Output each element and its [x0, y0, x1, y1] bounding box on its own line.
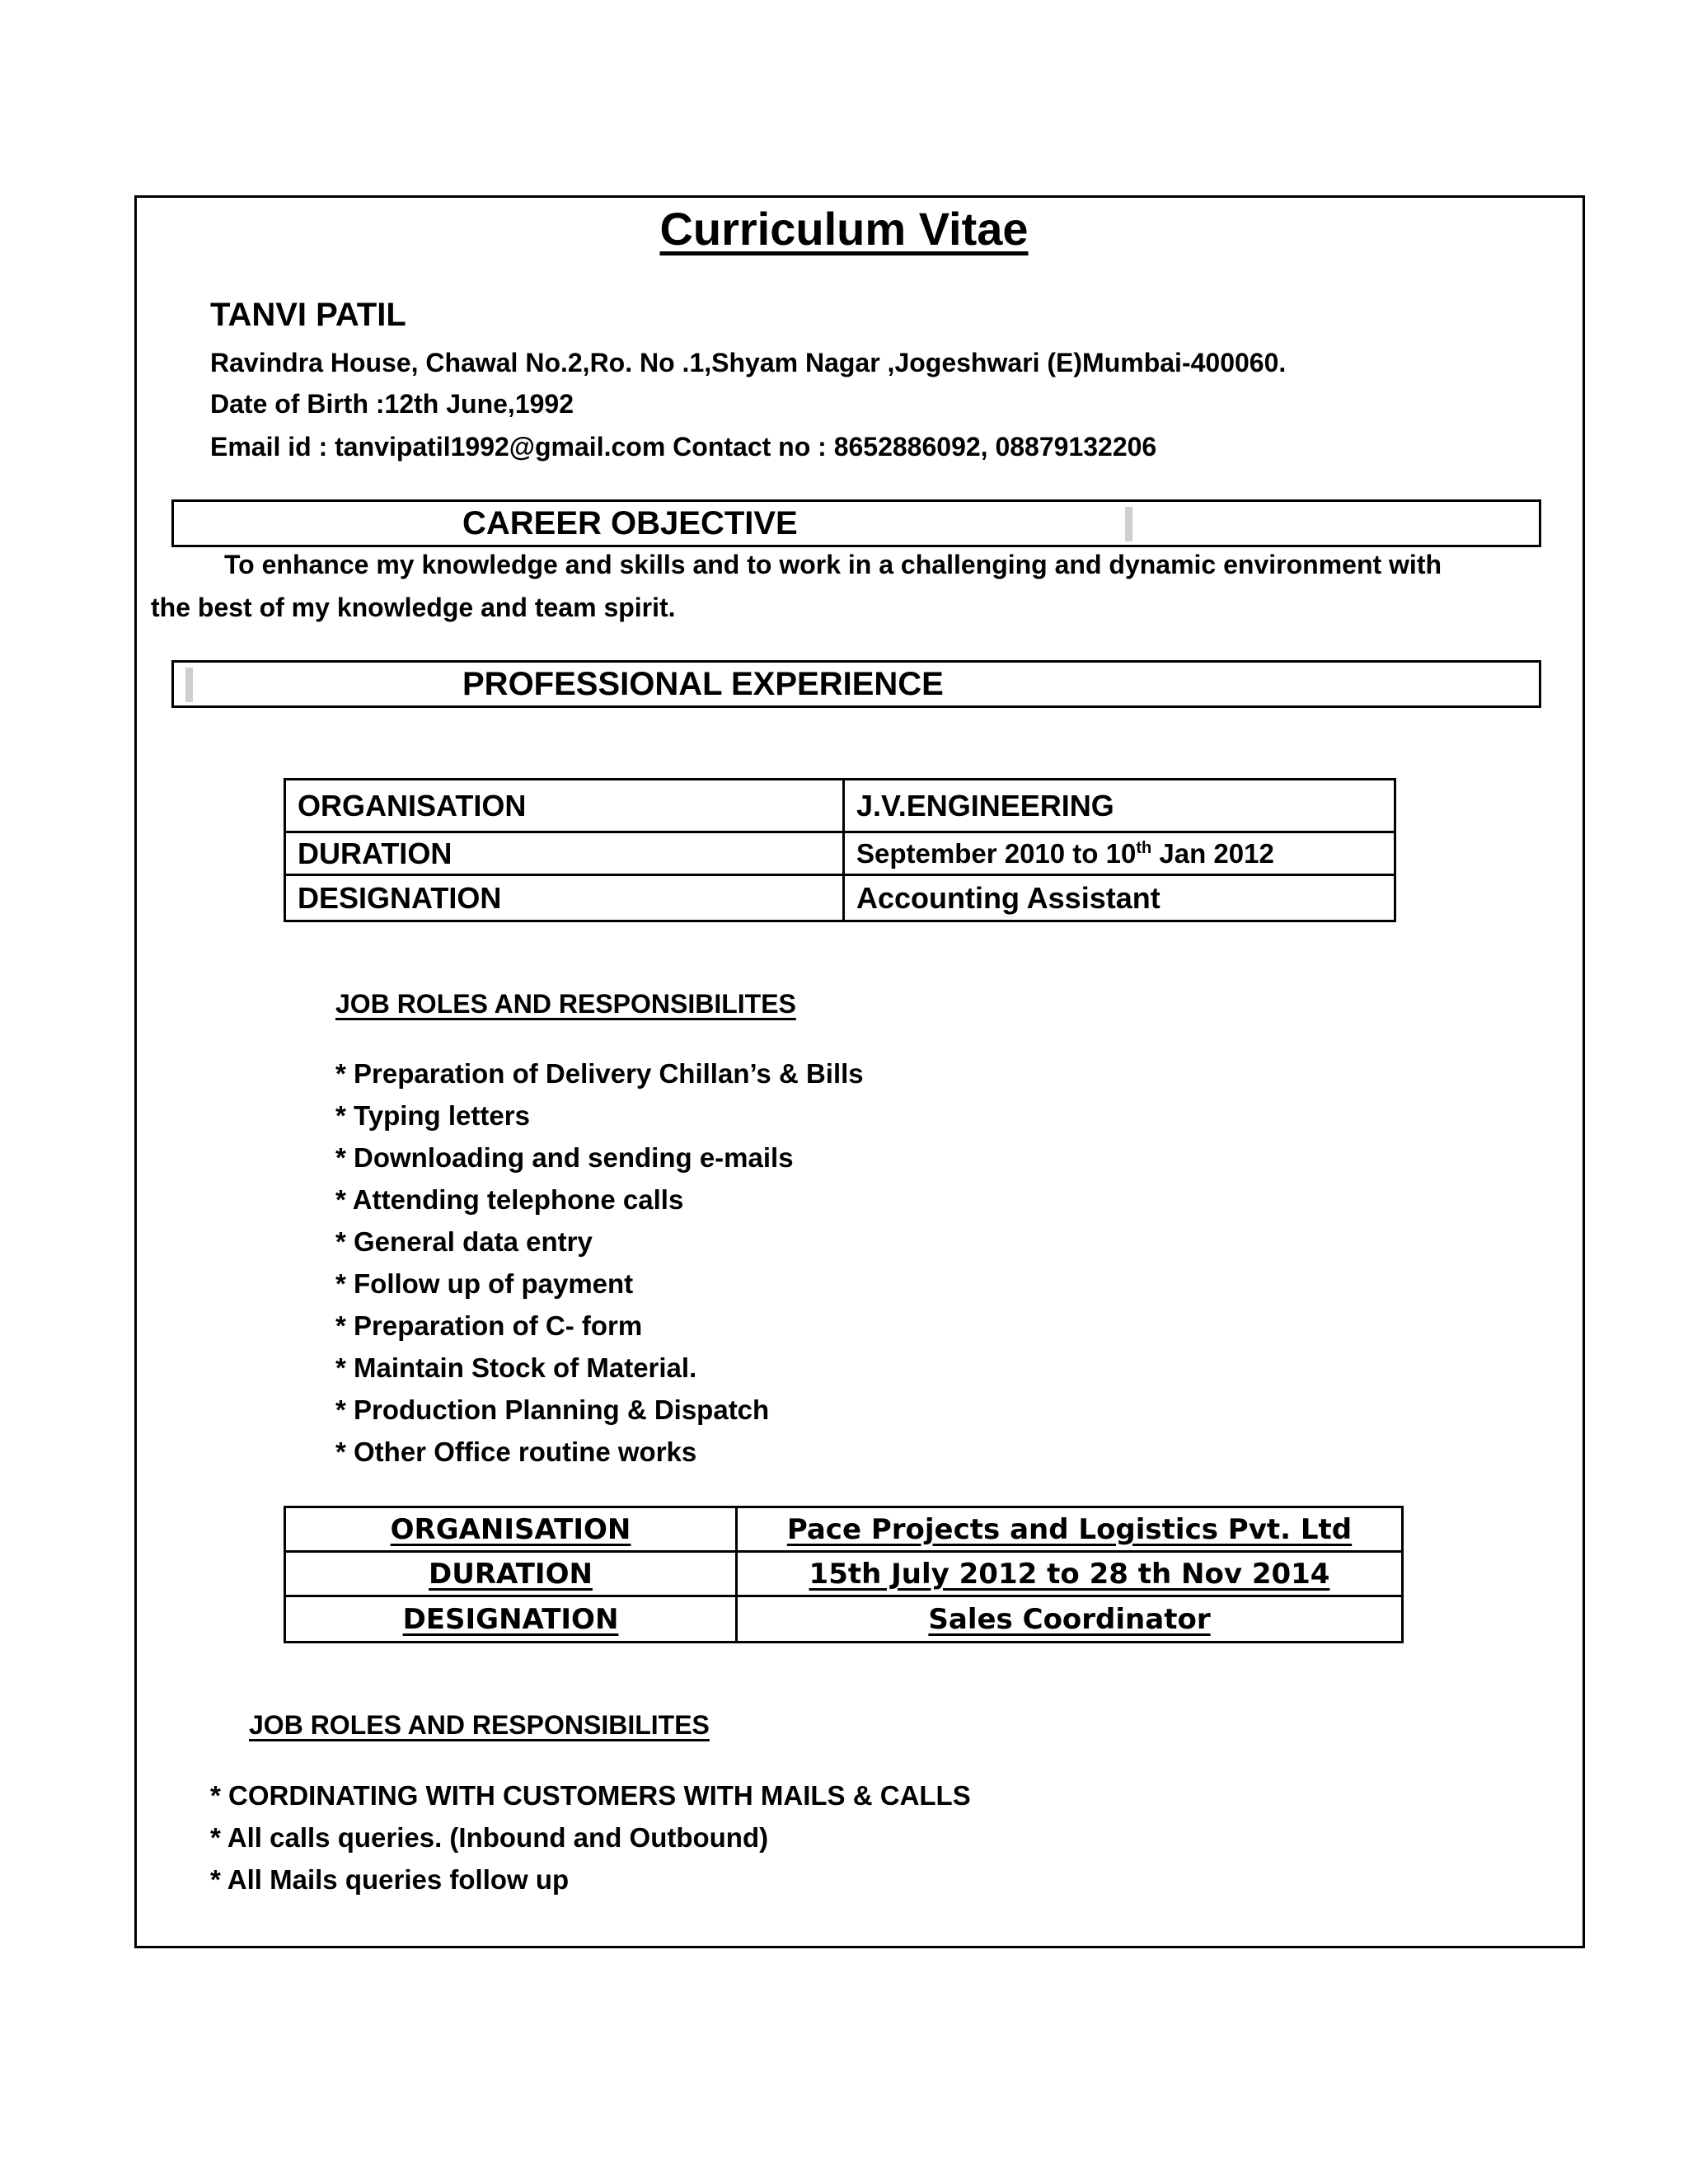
- organisation-label: ORGANISATION: [285, 780, 844, 832]
- header-marker: [185, 668, 193, 702]
- header-marker: [1125, 507, 1132, 541]
- duration-label: DURATION: [285, 832, 844, 875]
- list-item: * Maintain Stock of Material.: [335, 1352, 697, 1383]
- list-item: * Typing letters: [335, 1100, 530, 1131]
- document-title: Curriculum Vitae: [659, 203, 1029, 255]
- organisation-value: J.V.ENGINEERING: [844, 780, 1395, 832]
- table-row: [285, 1507, 1403, 1552]
- list-item: * General data entry: [335, 1226, 593, 1257]
- list-item: * CORDINATING WITH CUSTOMERS WITH MAILS & CALLS: [210, 1780, 971, 1811]
- designation-value: Sales Coordinator: [737, 1596, 1403, 1643]
- list-item: * Follow up of payment: [335, 1268, 634, 1299]
- table-row: [285, 1596, 1403, 1643]
- address: Ravindra House, Chawal No.2,Ro. No .1,Shyam Nagar ,Jogeshwari (E)Mumbai-400060.: [210, 348, 1287, 377]
- professional-experience-header: [171, 660, 1541, 708]
- designation-value: Accounting Assistant: [844, 875, 1395, 921]
- duration-value: 15th July 2012 to 28 th Nov 2014: [737, 1552, 1403, 1596]
- career-objective-header: [171, 499, 1541, 547]
- candidate-name: TANVI PATIL: [210, 297, 406, 333]
- list-item: * Production Planning & Dispatch: [335, 1394, 770, 1425]
- date-of-birth: Date of Birth :12th June,1992: [210, 389, 574, 419]
- objective-line-1: To enhance my knowledge and skills and to work in a challenging and dynamic environment with: [224, 550, 1442, 579]
- duration-label: DURATION: [285, 1552, 737, 1596]
- job-2-table: [284, 1506, 1404, 1643]
- table-row: [285, 832, 1395, 875]
- table-row: [285, 875, 1395, 921]
- job-1-duties: [335, 1052, 864, 1473]
- objective-line-2: the best of my knowledge and team spirit.: [151, 593, 676, 622]
- table-row: [285, 780, 1395, 832]
- designation-label: DESIGNATION: [285, 1596, 737, 1643]
- list-item: * All calls queries. (Inbound and Outbound): [210, 1822, 769, 1853]
- contact-details: Email id : tanvipatil1992@gmail.com Contact no : 8652886092, 08879132206: [210, 432, 1157, 462]
- list-item: * Attending telephone calls: [335, 1184, 684, 1215]
- table-row: [285, 1552, 1403, 1596]
- organisation-value: Pace Projects and Logistics Pvt. Ltd: [737, 1507, 1403, 1552]
- job-2-roles-heading: JOB ROLES AND RESPONSIBILITES: [249, 1710, 710, 1740]
- career-objective-heading: CAREER OBJECTIVE: [462, 505, 798, 541]
- organisation-label: ORGANISATION: [285, 1507, 737, 1552]
- list-item: * Preparation of Delivery Chillan’s & Bills: [335, 1058, 864, 1089]
- designation-label: DESIGNATION: [285, 875, 844, 921]
- job-1-table: [284, 778, 1396, 922]
- list-item: * All Mails queries follow up: [210, 1864, 570, 1895]
- list-item: * Downloading and sending e-mails: [335, 1142, 794, 1173]
- list-item: * Preparation of C- form: [335, 1310, 643, 1341]
- job-2-duties: [210, 1774, 971, 1900]
- duration-value: September 2010 to 10th Jan 2012: [844, 832, 1395, 875]
- list-item: * Other Office routine works: [335, 1436, 697, 1467]
- professional-experience-heading: PROFESSIONAL EXPERIENCE: [462, 666, 944, 702]
- job-1-roles-heading: JOB ROLES AND RESPONSIBILITES: [335, 989, 796, 1019]
